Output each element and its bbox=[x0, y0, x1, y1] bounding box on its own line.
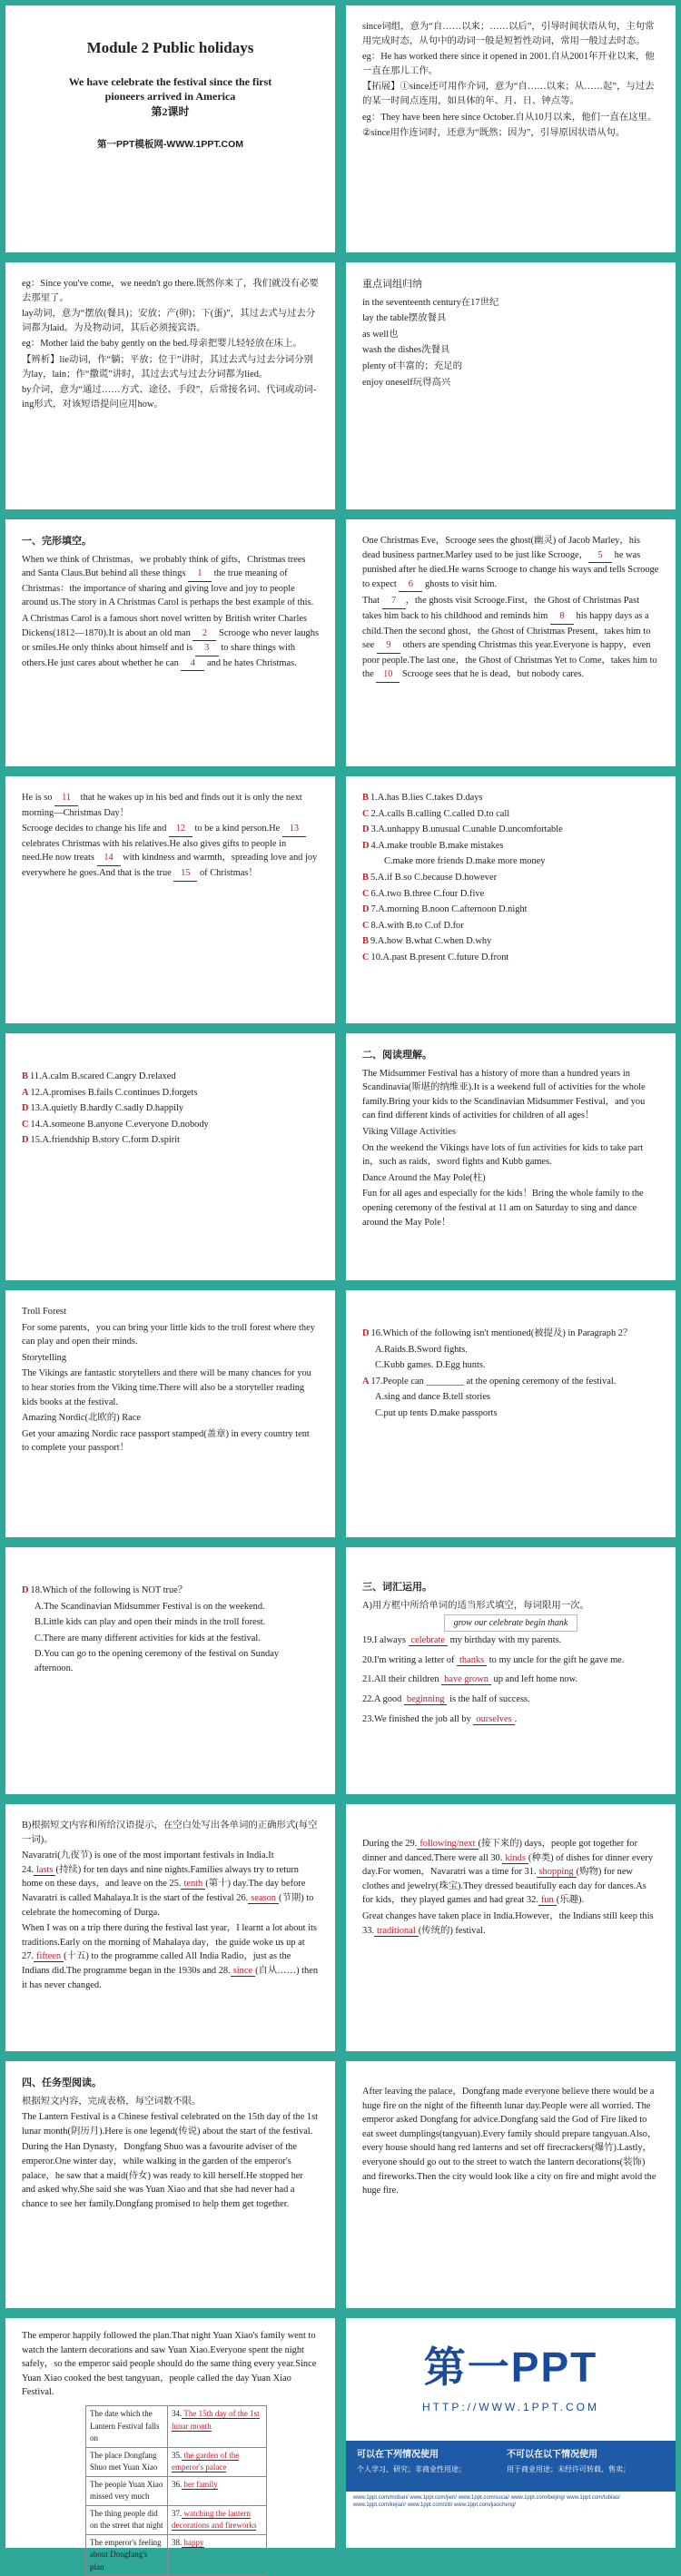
vocabulary-slide-b-2 bbox=[346, 1804, 676, 2051]
option-text: 15.A.friendship B.story C.form D.spirit bbox=[30, 1135, 181, 1146]
table-row bbox=[86, 2534, 267, 2576]
answer: fun bbox=[538, 1895, 557, 1906]
blank: 5 bbox=[588, 548, 612, 564]
option-line bbox=[362, 887, 659, 902]
table-row bbox=[86, 2406, 267, 2448]
answer: beginning bbox=[404, 1694, 448, 1705]
brand-logo bbox=[346, 2336, 676, 2415]
option-text: 3.A.unhappy B.unusual C.unable D.uncomfortable bbox=[370, 824, 563, 835]
vocab-item: 22.A good beginning is the half of success. bbox=[362, 1693, 530, 1704]
paragraph: When I was on a trip there during the festival last year，I learnt a lot about its traditions.Early on the morning of Mahalaya day，the guide woke us up at 27. fifteen (十五) to the programme called All India Radio，just as the Indians did.The programme began in the 1930s and 28. since (自从……) then it has never changed. bbox=[22, 1923, 319, 1990]
answer-letter: B bbox=[362, 936, 369, 947]
vocab-list bbox=[362, 1633, 659, 1726]
blank: 3 bbox=[195, 641, 219, 656]
answer-letter: C bbox=[362, 808, 370, 819]
paragraph: Scrooge decides to change his life and 12 to be a kind person.He 13 celebrates Christmas with his relatives.He also gives gifts to people in need.He now treats 14 with kindness and warmth，spreading love and joy everywhere he goes.And that is the true 15 of Christmas！ bbox=[22, 822, 319, 881]
ppt-brand-slide bbox=[346, 2318, 676, 2548]
answer: traditional bbox=[374, 1926, 419, 1937]
option-text: 12.A.promises B.fails C.continues D.forgets bbox=[30, 1087, 198, 1098]
option-text: 6.A.two B.three C.four D.five bbox=[370, 888, 485, 899]
option-line bbox=[362, 919, 659, 933]
blank: 1 bbox=[188, 567, 212, 582]
word-box: grow our celebrate begin thank bbox=[444, 1614, 578, 1632]
option-line bbox=[362, 903, 659, 917]
reading-passage-slide-1 bbox=[346, 1033, 676, 1280]
table-row bbox=[86, 2447, 267, 2476]
cloze-passage-slide-2 bbox=[346, 519, 676, 766]
option-text: 9.A.how B.what C.when D.why bbox=[370, 936, 492, 947]
paragraph: During the 29. following/next (接下来的) days，people got together for dinner and danced.There were all 30. kinds (种类) of dishes for dinner every day.For women，Navaratri was a time for 31. shopping (购物) for new clothes and jewelry(珠宝).They dressed beautifully each day for dances.As for kids，they played games and had great 32. fun (乐趣). bbox=[362, 1839, 653, 1906]
paragraph: ②since用作连词时，还意为“既然；因为”，引导原因状语从句。 bbox=[362, 128, 626, 139]
paragraph: When we think of Christmas，we probably think of gifts，Christmas trees and Santa Claus.But behind all these things 1 the true meaning of Christmas：the importance of sharing and giving love and joy to people around us.The story in A Christmas Carol is perhaps the best example of this. bbox=[22, 554, 314, 608]
vocabulary-slide-b-1 bbox=[5, 1804, 335, 2051]
allowed-text: 个人学习、研究；非商业性用途； bbox=[357, 2465, 466, 2473]
option-text: 8.A.with B.to C.of D.for bbox=[370, 920, 464, 931]
paragraph: The Vikings are fantastic storytellers and there will be many chances for you to hear stories from the Viking time.There will also be a storyteller reading kids books at the festival. bbox=[22, 1368, 311, 1407]
table-answer: 34. The 15th day of the 1st lunar month bbox=[168, 2406, 267, 2448]
cloze-passage-slide-3 bbox=[5, 776, 335, 1023]
option-text: 13.A.quietly B.hardly C.sadly D.happily bbox=[30, 1103, 184, 1114]
answer: have grown bbox=[441, 1674, 491, 1685]
subheading: Troll Forest bbox=[22, 1307, 66, 1317]
option: A.sing and dance B.tell stories bbox=[375, 1392, 490, 1403]
option-line bbox=[362, 871, 659, 885]
table-row bbox=[86, 2505, 267, 2534]
phrase-item: enjoy oneself玩得高兴 bbox=[362, 377, 451, 388]
option-line bbox=[22, 1118, 319, 1132]
option-line bbox=[22, 1070, 319, 1084]
table-answer: 38. happy bbox=[168, 2534, 267, 2576]
vocab-item: 20.I'm writing a letter of thanks to my uncle for the gift he gave me. bbox=[362, 1654, 625, 1665]
answer-letter: B bbox=[22, 1071, 28, 1081]
option-text: C.make more friends D.make more money bbox=[384, 856, 546, 867]
answer: since bbox=[231, 1966, 255, 1977]
instructions: B)根据短文内容和所给汉语提示，在空白处写出各单词的正确形式(每空一词)。 bbox=[22, 1821, 318, 1845]
paragraph: One Christmas Eve，Scrooge sees the ghost(幽灵) of Jacob Marley，his dead business partner.Marley used to be just like Scrooge， 5 he was punished after he died.He warns Scrooge to change his ways and tells Scrooge to expect 6 ghosts to visit him. bbox=[362, 534, 659, 592]
paragraph: The Lantern Festival is a Chinese festival celebrated on the 15th day of the 1st lunar month(阴历月).Here is one legend(传说) about the start of the festival. bbox=[22, 2112, 319, 2137]
answer-letter: D bbox=[362, 840, 370, 851]
paragraph: The emperor happily followed the plan.That night Yuan Xiao's family went to watch the lantern decorations and saw Yuan Xiao.Everyone spent the night safely，so the emperor said people should do the same thing every year.Since Yuan Xiao cooked the best tangyuan，people called the day Yuan Xiao Festival. bbox=[22, 2331, 317, 2398]
answer: ourselves bbox=[473, 1714, 514, 1725]
phrase-item: as well也 bbox=[362, 329, 399, 340]
paragraph: Fun for all ages and especially for the kids！Bring the whole family to the opening ceremony of the festival at 11 am on Saturday to sing and dance around the May Pole！ bbox=[362, 1189, 644, 1228]
answer-table bbox=[85, 2405, 267, 2576]
vocabulary-slide-a bbox=[346, 1547, 676, 1794]
option: C.There are many different activities for kids at the festival. bbox=[35, 1633, 261, 1643]
blank: 4 bbox=[181, 656, 204, 672]
template-footer: 第一PPT模板网-WWW.1PPT.COM bbox=[97, 138, 243, 150]
blank: 11 bbox=[54, 791, 78, 806]
logo-url[interactable]: HTTP://WWW.1PPT.COM bbox=[422, 2401, 599, 2413]
paragraph: The Midsummer Festival has a history of more than a hundred years in Scandinavia(斯堪的纳维亚).It is a weekend full of activities for the whole family.Bring your kids to the Scandinavian Midsummer Festival，and you can find different kinds of activities for children of all ages！ bbox=[362, 1068, 646, 1121]
answer-letter: D bbox=[22, 1135, 29, 1146]
paragraph: eg：Since you've come，we needn't go there.既然你来了，我们就没有必要去那里了。 bbox=[22, 279, 319, 303]
module-title: Module 2 Public holidays bbox=[86, 39, 254, 56]
table-row bbox=[86, 2476, 267, 2505]
answer: tenth bbox=[181, 1879, 205, 1890]
paragraph: eg：He has worked there since it opened in 2001.自从2001年开业以来，他一直在那儿工作。 bbox=[362, 52, 655, 76]
blank: 9 bbox=[377, 638, 400, 654]
answer: lasts bbox=[34, 1865, 55, 1876]
phrase-item: plenty of丰富的；充足的 bbox=[362, 360, 462, 371]
subheading: Storytelling bbox=[22, 1352, 67, 1363]
section-heading: 二、阅读理解。 bbox=[362, 1050, 432, 1061]
answer-letter: D bbox=[362, 824, 370, 835]
paragraph: 【拓展】①since还可用作介词，意为“自……以来；从……起”，与过去的某一时间点连用，如具体的年、月、日、钟点等。 bbox=[362, 82, 655, 107]
answer: following/next bbox=[417, 1839, 478, 1850]
blank: 15 bbox=[173, 866, 197, 882]
blank: 2 bbox=[192, 627, 216, 642]
instructions: 根据短文内容，完成表格，每空词数不限。 bbox=[22, 2096, 202, 2107]
usage-terms bbox=[346, 2441, 676, 2548]
answer: kinds bbox=[502, 1853, 528, 1864]
reading-questions-slide-2 bbox=[5, 1547, 335, 1794]
task-reading-slide-3 bbox=[5, 2318, 335, 2571]
paragraph: eg：Mother laid the baby gently on the bed.母亲把婴儿轻轻放在床上。 bbox=[22, 339, 302, 350]
subtitle-line-1: We have celebrate the festival since the first bbox=[68, 74, 272, 88]
answer-letter: D bbox=[362, 904, 370, 915]
cloze-passage-slide-1 bbox=[5, 519, 335, 766]
answer-letter: A bbox=[22, 1087, 29, 1098]
paragraph: On the weekend the Vikings have lots of fun activities for kids to take part in，such as raids，sword fights and Kubb games. bbox=[362, 1142, 644, 1168]
option: B.Little kids can play and open their minds in the troll forest. bbox=[35, 1617, 266, 1628]
phrase-item: wash the dishes洗餐具 bbox=[362, 345, 450, 356]
option-text: 10.A.past B.present C.future D.front bbox=[370, 952, 509, 963]
answer-letter: C bbox=[22, 1119, 29, 1130]
lay-grammar-slide bbox=[5, 262, 335, 509]
paragraph: lay动词，意为“摆放(餐具)；安放；产(卵)；下(蛋)”，其过去式与过去分词都为laid。为及物动词，其后必须接宾语。 bbox=[22, 309, 316, 333]
section-heading: 一、完形填空。 bbox=[22, 536, 92, 547]
option-line bbox=[22, 1086, 319, 1100]
answer-letter: C bbox=[362, 952, 370, 963]
section-heading: 三、词汇运用。 bbox=[362, 1582, 432, 1593]
option-line bbox=[22, 1101, 319, 1116]
subheading: Dance Around the May Pole(柱) bbox=[362, 1172, 486, 1183]
lesson-label: 第2课时 bbox=[151, 105, 190, 119]
answer-letter: D bbox=[22, 1103, 29, 1114]
paragraph: During the Han Dynasty，Dongfang Shuo was a favourite adviser of the emperor.One winter day，while walking in the garden of the emperor's palace，he saw that a maid(侍女) was ready to kill herself.He stopped her and asked why.She said she was Yuan Xiao and that she had never had a chance to see her family.Dongfang promised to help them get together. bbox=[22, 2142, 303, 2209]
section-heading: 重点词组归纳 bbox=[362, 279, 422, 290]
table-question: The thing people did on the street that night bbox=[86, 2505, 168, 2534]
option-line bbox=[362, 951, 659, 965]
blank: 7 bbox=[382, 594, 406, 609]
forbidden-text: 用于商业用途；未经许可转载、售卖； bbox=[506, 2465, 630, 2473]
cloze-options-slide-2 bbox=[5, 1033, 335, 1280]
paragraph: A Christmas Carol is a famous short novel written by British writer Charles Dickens(1812—1870).It is about an old man 2 Scrooge who never laughs or smiles.He only thinks about himself and is 3 to share things with others.He just cares about whether he can 4 and he hates Christmas. bbox=[22, 612, 319, 671]
table-question: The emperor's feeling about Dongfang's plan bbox=[86, 2534, 168, 2576]
logo-text: 第一PPT bbox=[423, 2344, 598, 2391]
paragraph: by介词，意为“通过……方式、途径、手段”，后常接名词、代词或动词-ing形式，对该短语提问应用how。 bbox=[22, 385, 317, 410]
paragraph: For some parents，you can bring your little kids to the troll forest where they can play and open their minds. bbox=[22, 1322, 315, 1347]
phrase-item: lay the table摆放餐具 bbox=[362, 313, 447, 324]
option-text: 7.A.morning B.noon C.afternoon D.night bbox=[370, 904, 528, 915]
option-line bbox=[22, 1133, 319, 1148]
option: D.You can go to the opening ceremony of the festival on Sunday afternoon. bbox=[35, 1649, 280, 1674]
option-text: 5.A.if B.so C.because D.however bbox=[370, 873, 498, 883]
option: A.The Scandinavian Midsummer Festival is on the weekend. bbox=[35, 1601, 265, 1612]
answer-letter: C bbox=[362, 888, 370, 899]
subtitle-line-2: pioneers arrived in America bbox=[104, 90, 236, 104]
paragraph: eg：They have been here since October.自从10月以来，他们一直在这里。 bbox=[362, 112, 657, 123]
paragraph: After leaving the palace，Dongfang made everyone believe there would be a huge fire on the night of the fifteenth lunar day.People were all worried. The emperor asked Dongfang for advice.Dongfang said the God of Fire liked to eat sweet dumplings(tangyuan).Every family should prepare tangyuan.Also，every house should hang red lanterns and set off firecrackers(爆竹).Lastly，everyone should go out to the street to watch the lantern decorations(装饰) and fireworks.Then the city would look like a city on fire and might avoid the huge fire. bbox=[362, 2087, 657, 2196]
task-reading-slide-2 bbox=[346, 2061, 676, 2308]
table-question: The people Yuan Xiao missed very much bbox=[86, 2476, 168, 2505]
table-answer: 35. the garden of the emperor's palace bbox=[168, 2447, 267, 2476]
subheading: Viking Village Activities bbox=[362, 1126, 457, 1137]
paragraph: Get your amazing Nordic race passport stamped(盖章) in every country tent to complete your passport！ bbox=[22, 1428, 310, 1454]
option-line bbox=[362, 839, 659, 854]
paragraph: Great changes have taken place in India.However，the Indians still keep this 33. traditional (传统的) festival. bbox=[362, 1911, 654, 1936]
blank: 10 bbox=[376, 667, 400, 683]
option-line bbox=[362, 823, 659, 837]
vocab-item: 23.We finished the job all by ourselves . bbox=[362, 1713, 518, 1724]
allowed-title: 可以在下列情况使用 bbox=[357, 2450, 439, 2460]
question: D 16.Which of the following isn't mentioned(被提及) in Paragraph 2？ bbox=[362, 1328, 633, 1338]
phrase-summary-slide bbox=[346, 262, 676, 509]
title-slide bbox=[5, 5, 335, 252]
subheading: Amazing Nordic(北欧的) Race bbox=[22, 1413, 141, 1424]
paragraph: That 7 ，the ghosts visit Scrooge.First，the Ghost of Christmas Past takes him back to his childhood and reminds him 8 his happy days as a child.Then the second ghost，the Ghost of Christmas Present，takes him to see 9 others are spending Christmas this year.Everyone is happy，even poor people.The last one，the Ghost of Christmas Yet to Come，takes him to the 10 Scrooge sees that he is dead，but nobody cares. bbox=[362, 594, 659, 683]
blank: 13 bbox=[282, 822, 306, 837]
option-line bbox=[362, 791, 659, 805]
reading-questions-slide-1 bbox=[346, 1290, 676, 1537]
paragraph: 【辨析】lie动词，作“躺；平放；位于”讲时，其过去式与过去分词分别为lay，lain；作“撒谎”讲时，其过去式与过去分词都为lied。 bbox=[22, 355, 313, 380]
answer: fifteen bbox=[34, 1951, 64, 1962]
table-answer: 37. watching the lantern decorations and fireworks bbox=[168, 2505, 267, 2534]
table-answer: 36. her family bbox=[168, 2476, 267, 2505]
answer: shopping bbox=[537, 1867, 577, 1878]
option: C.put up tents D.make passports bbox=[375, 1408, 498, 1419]
option-line bbox=[362, 854, 659, 869]
answer-letter: C bbox=[362, 920, 370, 931]
answer-letter: B bbox=[362, 873, 369, 883]
blank: 14 bbox=[97, 851, 121, 866]
paragraph: He is so 11 that he wakes up in his bed and finds out it is only the next morning—Christmas Day！ bbox=[22, 793, 302, 818]
link-list[interactable]: www.1ppt.com/moban/ www.1ppt.com/jieri/ www.1ppt.com/sucai/ www.1ppt.com/beijing/ www.1ppt.com/tubiao/ www.1ppt.com/kejian/ www.1ppt.com/ziti/ www.1ppt.com/jiaocheng/ bbox=[346, 2492, 676, 2548]
option-list bbox=[22, 1070, 319, 1148]
option-list bbox=[362, 791, 659, 965]
option-line bbox=[362, 934, 659, 949]
task-reading-slide-1 bbox=[5, 2061, 335, 2308]
blank: 6 bbox=[399, 577, 422, 593]
table-question: The date which the Lantern Festival falls on bbox=[86, 2406, 168, 2448]
paragraph: Navaratri(九夜节) is one of the most important festivals in India.It 24. lasts (持续) for ten days and nine nights.Families always try to return home on these days，and leave on the 25. tenth (第十) day.The day before Navaratri is called Mahalaya.It is the start of the festival 26. season (节期) to celebrate the homecoming of Durga. bbox=[22, 1851, 314, 1918]
option-text: 11.A.calm B.scared C.angry D.relaxed bbox=[29, 1071, 176, 1081]
option-text: 2.A.calls B.calling C.called D.to call bbox=[370, 808, 510, 819]
forbidden-title: 不可以在以下情况使用 bbox=[506, 2450, 597, 2460]
table-question: The place Dongfang Shuo met Yuan Xiao bbox=[86, 2447, 168, 2476]
answer: season bbox=[248, 1893, 279, 1904]
blank: 12 bbox=[169, 822, 192, 837]
option-text: 4.A.make trouble B.make mistakes bbox=[370, 840, 504, 851]
answer: celebrate bbox=[409, 1635, 449, 1646]
cloze-options-slide-1 bbox=[346, 776, 676, 1023]
option-text: 14.A.someone B.anyone C.everyone D.nobody bbox=[30, 1119, 209, 1130]
blank: 8 bbox=[550, 609, 574, 625]
vocab-item: 19.I always celebrate my birthday with my parents. bbox=[362, 1635, 562, 1646]
option-line bbox=[362, 807, 659, 822]
section-heading: 四、任务型阅读。 bbox=[22, 2078, 102, 2088]
instructions: A)用方框中所给单词的适当形式填空，每词限用一次。 bbox=[362, 1600, 589, 1611]
paragraph: since词组，意为“自……以来；……以后”，引导时间状语从句，主句常用完成时态，从句中的动词一般是短暂性动词，常用一般过去时态。 bbox=[362, 22, 655, 46]
reading-passage-slide-2 bbox=[5, 1290, 335, 1537]
lesson-subtitle bbox=[5, 74, 335, 120]
phrase-item: in the seventeenth century在17世纪 bbox=[362, 297, 499, 308]
answer-letter: B bbox=[362, 793, 369, 803]
option-text: 1.A.has B.lies C.takes D.days bbox=[370, 793, 483, 803]
question: A 17.People can ________ at the opening ceremony of the festival. bbox=[362, 1376, 617, 1387]
option: C.Kubb games. D.Egg hunts. bbox=[375, 1360, 486, 1371]
question: D 18.Which of the following is NOT true？ bbox=[22, 1585, 188, 1595]
answer: thanks bbox=[457, 1655, 487, 1666]
vocab-item: 21.All their children have grown up and left home now. bbox=[362, 1674, 578, 1685]
since-grammar-slide bbox=[346, 5, 676, 252]
option: A.Raids.B.Sword fights. bbox=[375, 1344, 468, 1355]
